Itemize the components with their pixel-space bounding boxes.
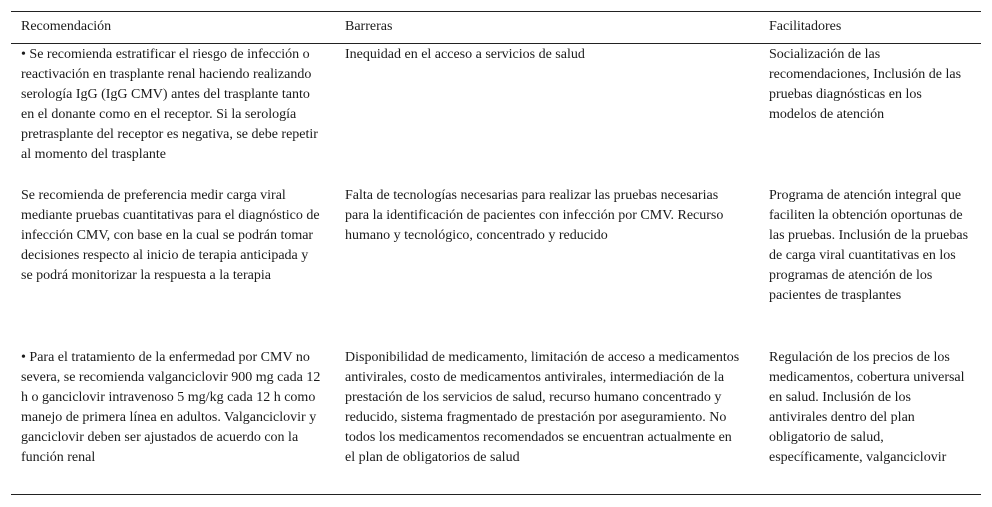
header-facilitadores: Facilitadores — [769, 19, 842, 34]
row-3-recomendacion: • Para el tratamiento de la enfermedad por CMV no severa, se recomienda valganciclovir 900 mg cada 12 h o ganciclovir intravenoso 5 mg/kg cada 12 h como manejo de primera línea en adultos. Valganciclovir y ganciclovir deben ser ajustados de acuerdo con la función renal — [21, 350, 321, 465]
row-1-barreras: Inequidad en el acceso a servicios de salud — [345, 47, 585, 62]
table-bottom-rule — [11, 494, 981, 495]
row-1-recomendacion: • Se recomienda estratificar el riesgo de infección o reactivación en trasplante renal haciendo realizando serología IgG (IgG CMV) antes del trasplante tanto en el donante como en el receptor. Si la serología pretrasplante del receptor es negativa, se debe repetir al momento del trasplante — [21, 47, 318, 162]
row-2-recomendacion: Se recomienda de preferencia medir carga viral mediante pruebas cuantitativas para el diagnóstico de infección CMV, con base en la cual se podrán tomar decisiones respecto al inicio de terapia anticipada y se podrá monitorizar la respuesta a la terapia — [21, 188, 320, 283]
row-2-facilitadores: Programa de atención integral que faciliten la obtención oportunas de las pruebas. Inclusión de la pruebas de carga viral cuantitativas en los programas de atención de los pacientes de trasplantes — [769, 188, 969, 303]
header-recomendacion: Recomendación — [21, 19, 112, 34]
row-1-facilitadores: Socialización de las recomendaciones, Inclusión de las pruebas diagnósticas en los modelos de atención — [769, 47, 962, 122]
row-2-barreras: Falta de tecnologías necesarias para realizar las pruebas necesarias para la identificación de pacientes con infección por CMV. Recurso humano y tecnológico, concentrado y reducido — [345, 188, 724, 243]
row-3-facilitadores: Regulación de los precios de los medicamentos, cobertura universal en salud. Inclusión de los antivirales dentro del plan obligatorio de salud, específicamente, valganciclovir — [769, 350, 965, 465]
row-3-barreras: Disponibilidad de medicamento, limitación de acceso a medicamentos antivirales, costo de medicamentos antivirales, intermediación de la prestación de los servicios de salud, recurso humano concentrado y reducido, sistema fragmentado de prestación por aseguramiento. No todos los medicamentos recomendados se encuentran actualmente en el plan de obligatorios de salud — [345, 350, 740, 465]
table-top-rule — [11, 11, 981, 12]
header-barreras: Barreras — [345, 19, 393, 34]
table-header-rule — [11, 43, 981, 44]
